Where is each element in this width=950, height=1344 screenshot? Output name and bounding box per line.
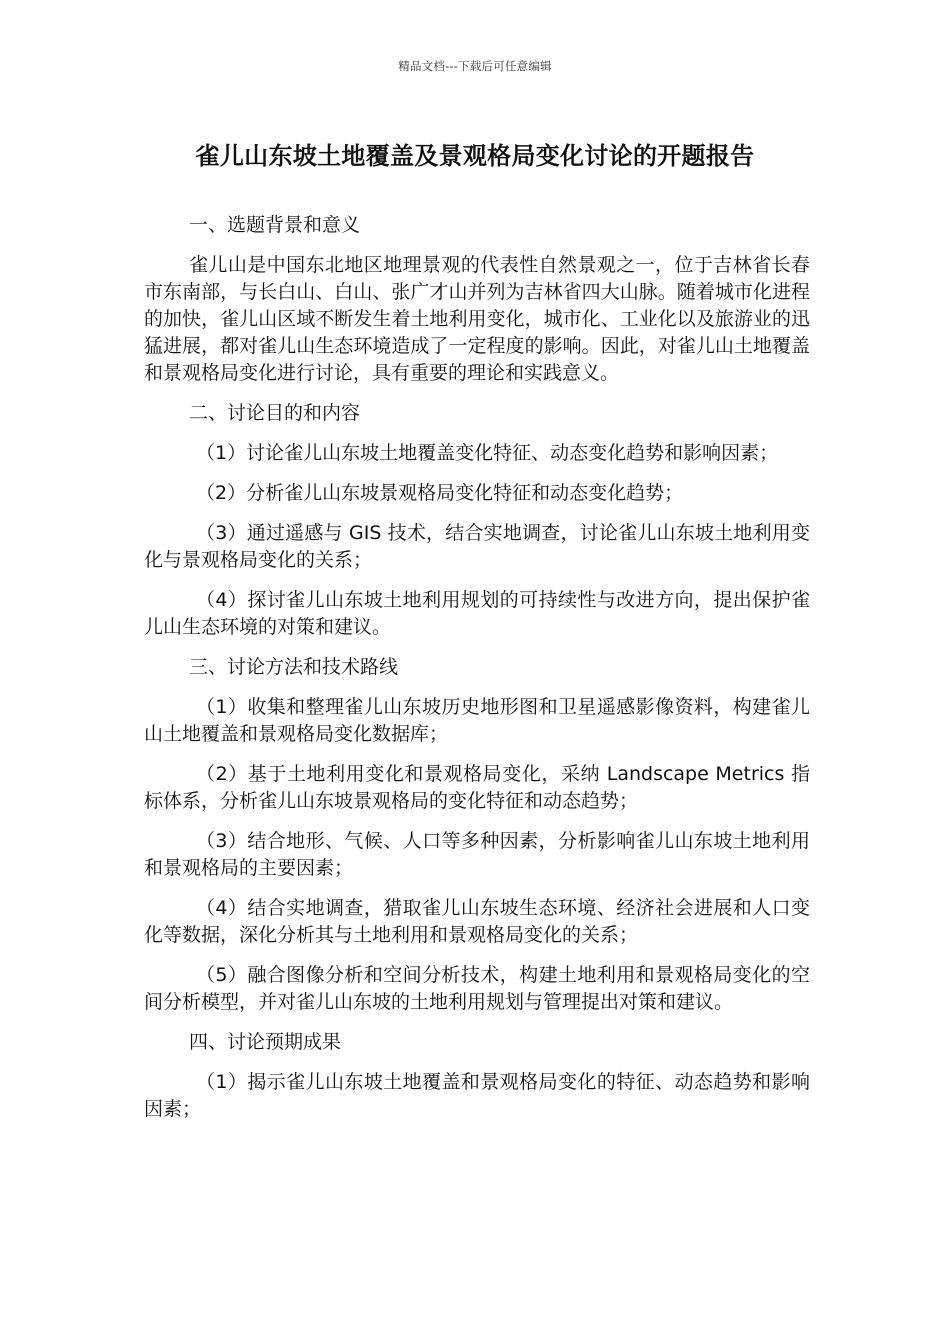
background-paragraph: 雀儿山是中国东北地区地理景观的代表性自然景观之一，位于吉林省长春市东南部，与长白山、白山、张广才山并列为吉林省四大山脉。随着城市化进程的加快，雀儿山区域不断发生着土地利用变化，城市化、工业化以及旅游业的迅猛进展，都对雀儿山生态环境造成了一定程度的影响。因此，对雀儿山土地覆盖和景观格局变化进行讨论，具有重要的理论和实践意义。 [144,254,810,384]
method-item-5: （5）融合图像分析和空间分析技术，构建土地利用和景观格局变化的空间分析模型，并对雀儿山东坡的土地利用规划与管理提出对策和建议。 [144,964,810,1013]
document-body [144,212,810,1136]
objective-item-3: （3）通过遥感与 GIS 技术，结合实地调查，讨论雀儿山东坡土地利用变化与景观格局变化的关系； [144,522,810,571]
method-item-2: （2）基于土地利用变化和景观格局变化，采纳 Landscape Metrics 指标体系，分析雀儿山东坡景观格局的变化特征和动态趋势； [144,763,810,812]
method-item-4: （4）结合实地调查，猎取雀儿山东坡生态环境、经济社会进展和人口变化等数据，深化分析其与土地利用和景观格局变化的关系； [144,897,810,946]
objective-item-1: （1）讨论雀儿山东坡土地覆盖变化特征、动态变化趋势和影响因素； [196,442,779,464]
section-heading-background: 一、选题背景和意义 [189,214,361,236]
objective-item-2: （2）分析雀儿山东坡景观格局变化特征和动态变化趋势； [196,482,684,504]
outcome-item-1: （1）揭示雀儿山东坡土地覆盖和景观格局变化的特征、动态趋势和影响因素； [144,1071,810,1120]
method-item-3: （3）结合地形、气候、人口等多种因素，分析影响雀儿山东坡土地利用和景观格局的主要因素； [144,830,810,879]
header-note: 精品文档---下载后可任意编辑 [398,59,552,73]
objective-item-4: （4）探讨雀儿山东坡土地利用规划的可持续性与改进方向，提出保护雀儿山生态环境的对策和建议。 [144,589,810,638]
document-title: 雀儿山东坡土地覆盖及景观格局变化讨论的开题报告 [195,142,755,170]
method-item-1: （1）收集和整理雀儿山东坡历史地形图和卫星遥感影像资料，构建雀儿山土地覆盖和景观格局变化数据库； [144,696,810,745]
section-heading-objectives: 二、讨论目的和内容 [189,402,361,424]
section-heading-outcomes: 四、讨论预期成果 [189,1031,342,1053]
section-heading-methods: 三、讨论方法和技术路线 [189,656,399,678]
